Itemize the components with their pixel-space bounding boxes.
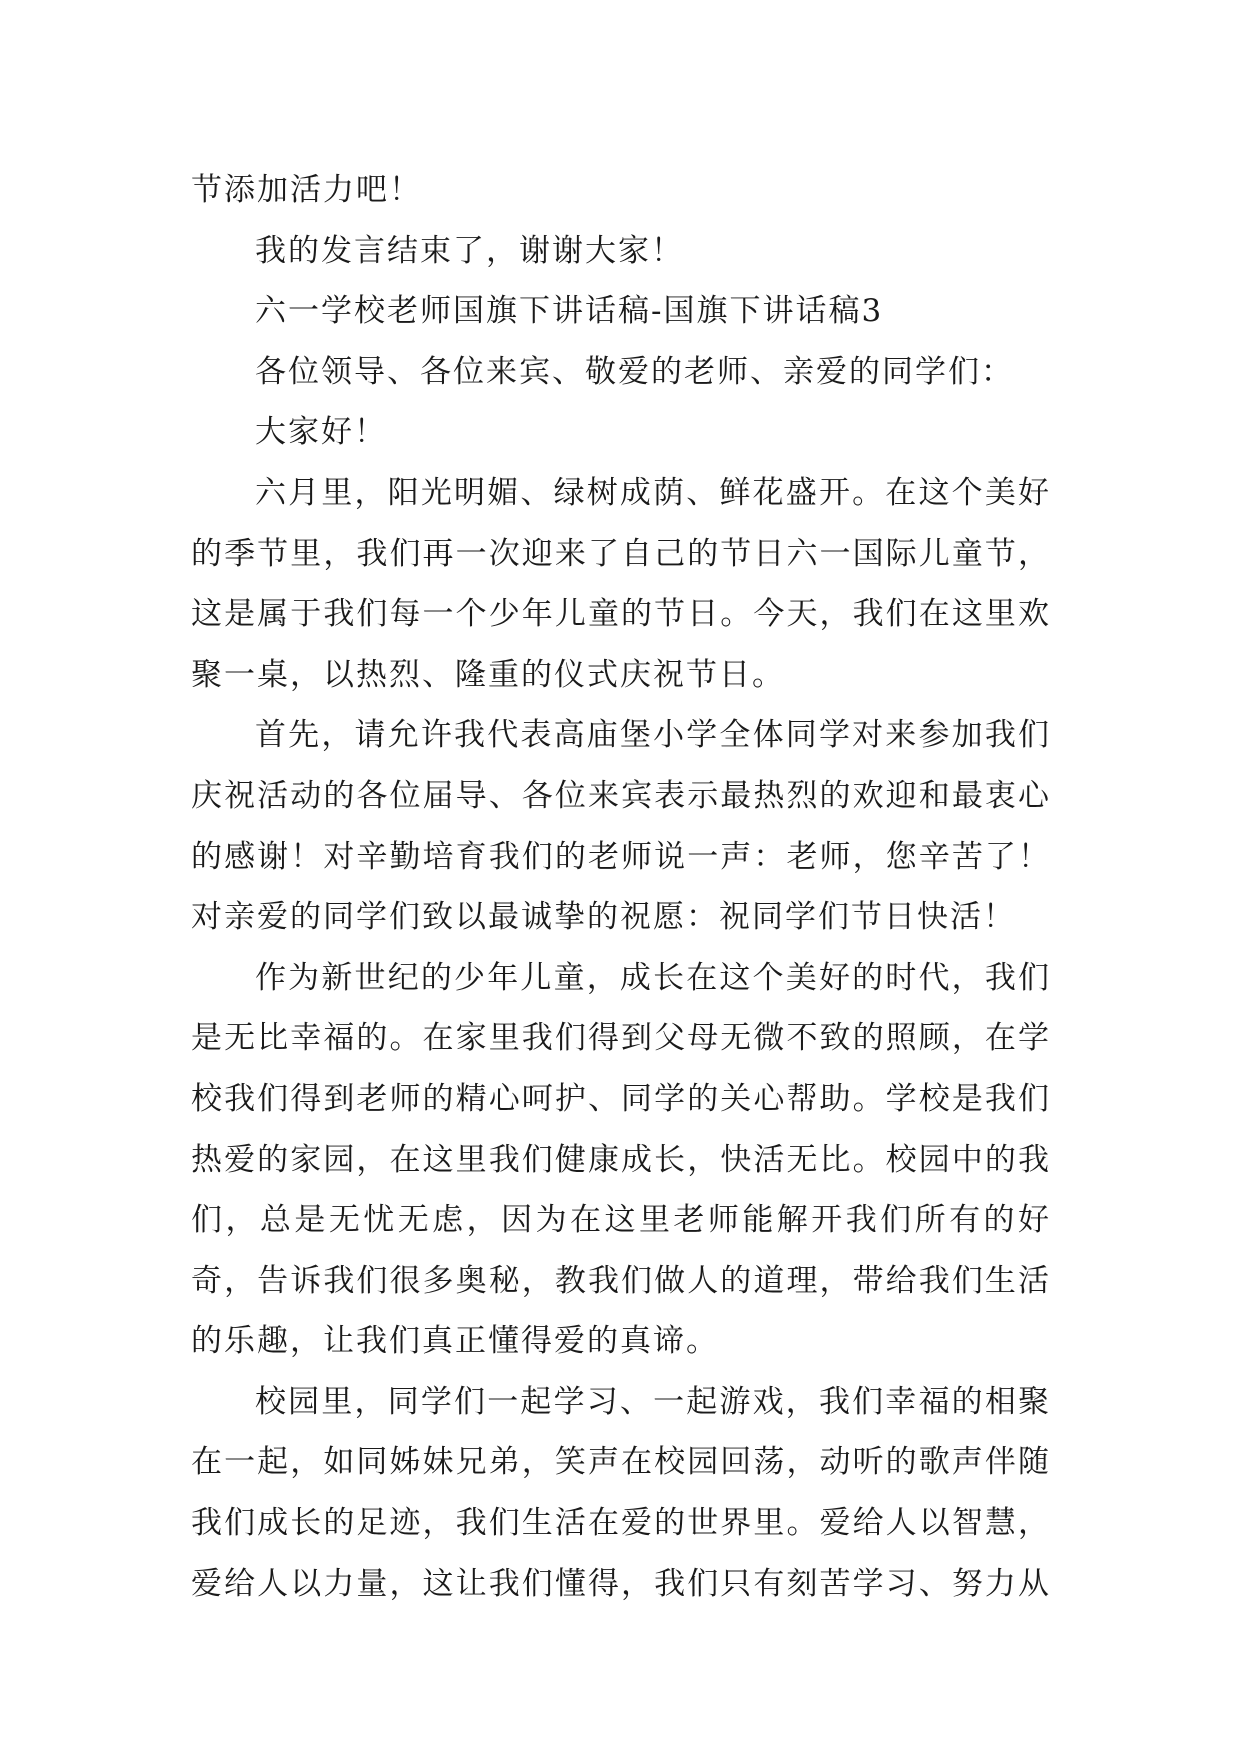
document-body	[191, 160, 1051, 1614]
section-title: 六一学校老师国旗下讲话稿-国旗下讲话稿3	[255, 293, 884, 330]
paragraph-campus: 校园里，同学们一起学习、一起游戏，我们幸福的相聚在一起，如同姊妹兄弟，笑声在校园回荡，动听的歌声伴随我们成长的足迹，我们生活在爱的世界里。爱给人以智慧，爱给人以力量，这让我们懂得，我们只有刻苦学习、努力从	[191, 1383, 1051, 1602]
paragraph-greeting: 大家好！	[255, 414, 387, 451]
paragraph-new-century: 作为新世纪的少年儿童，成长在这个美好的时代，我们是无比幸福的。在家里我们得到父母无微不致的照顾，在学校我们得到老师的精心呵护、同学的关心帮助。学校是我们热爱的家园，在这里我们健康成长，快活无比。校园中的我们，总是无忧无虑，因为在这里老师能解开我们所有的好奇，告诉我们很多奥秘，教我们做人的道理，带给我们生活的乐趣，让我们真正懂得爱的真谛。	[191, 959, 1051, 1360]
paragraph-closing-remark: 我的发言结束了，谢谢大家！	[255, 232, 684, 269]
paragraph-june: 六月里，阳光明媚、绿树成荫、鲜花盛开。在这个美好的季节里，我们再一次迎来了自己的节日六一国际儿童节，这是属于我们每一个少年儿童的节日。今天，我们在这里欢聚一桌，以热烈、隆重的仪式庆祝节日。	[191, 474, 1051, 693]
paragraph-welcome: 首先，请允许我代表高庙堡小学全体同学对来参加我们庆祝活动的各位届导、各位来宾表示最热烈的欢迎和最衷心的感谢！对辛勤培育我们的老师说一声：老师，您辛苦了！对亲爱的同学们致以最诚挚的祝愿：祝同学们节日快活！	[191, 717, 1051, 936]
paragraph-salutation: 各位领导、各位来宾、敬爱的老师、亲爱的同学们：	[255, 353, 1014, 390]
paragraph-continuation: 节添加活力吧！	[191, 172, 422, 208]
